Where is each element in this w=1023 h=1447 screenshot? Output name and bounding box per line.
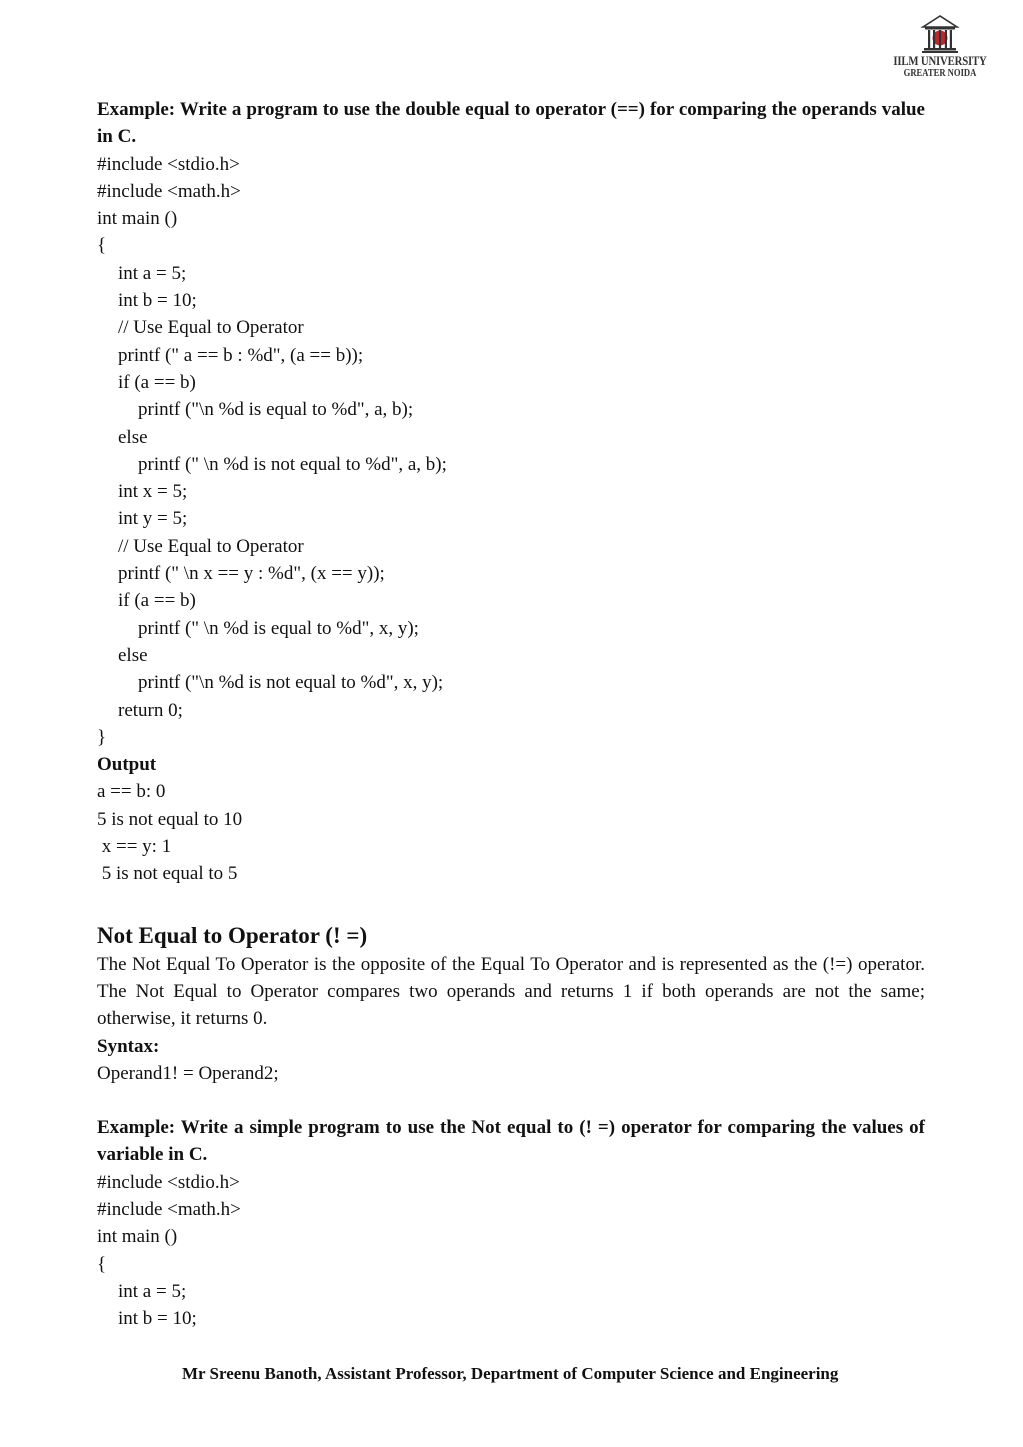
code-line: int main () <box>97 208 178 230</box>
output-line: a == b: 0 <box>97 781 166 803</box>
code-line: printf (" a == b : %d", (a == b)); <box>118 344 364 366</box>
code-line: printf ("\n %d is equal to %d", a, b); <box>138 399 414 421</box>
example1-title: Example: Write a program to use the double equal to operator (==) for comparing the operands value in C. <box>97 99 925 148</box>
output-label: Output <box>97 754 157 776</box>
syntax-label: Syntax: <box>97 1035 160 1057</box>
code-line: else <box>118 426 148 448</box>
document-body <box>97 96 925 1332</box>
code-line: #include <math.h> <box>97 1198 241 1220</box>
code-line: int main () <box>97 1226 178 1248</box>
code-line: if (a == b) <box>118 590 196 612</box>
code-line: printf (" \n %d is equal to %d", x, y); <box>138 617 419 639</box>
syntax-text: Operand1! = Operand2; <box>97 1062 279 1084</box>
logo-location: GREATER NOIDA <box>903 68 977 79</box>
code-line: printf (" \n %d is not equal to %d", a, b); <box>138 453 447 475</box>
output-line: 5 is not equal to 5 <box>97 863 238 885</box>
page-footer: Mr Sreenu Banoth, Assistant Professor, Department of Computer Science and Engineering <box>182 1364 839 1383</box>
code-line: } <box>97 726 107 748</box>
code-line: int b = 10; <box>118 1308 197 1330</box>
code-line: #include <stdio.h> <box>97 1171 240 1193</box>
output-block <box>97 778 925 887</box>
code-line: #include <math.h> <box>97 180 241 202</box>
code-line: #include <stdio.h> <box>97 153 240 175</box>
output-line: x == y: 1 <box>97 836 172 858</box>
code-line: { <box>97 235 107 257</box>
code-line: // Use Equal to Operator <box>118 535 304 557</box>
code-line: printf (" \n x == y : %d", (x == y)); <box>118 563 385 585</box>
code-line: int y = 5; <box>118 508 188 530</box>
code-line: int x = 5; <box>118 481 188 503</box>
university-building-icon <box>920 14 960 54</box>
example2-title: Example: Write a simple program to use the Not equal to (! =) operator for comparing the values of variable in C. <box>97 1117 925 1166</box>
code-line: // Use Equal to Operator <box>118 317 304 339</box>
logo-university-name: IILM UNIVERSITY <box>893 54 987 68</box>
code-line: int a = 5; <box>118 262 187 284</box>
code-line: printf ("\n %d is not equal to %d", x, y); <box>138 672 444 694</box>
code-line: { <box>97 1253 107 1275</box>
code-line: if (a == b) <box>118 371 196 393</box>
code-line: return 0; <box>118 699 183 721</box>
code-line: else <box>118 644 148 666</box>
spacer <box>97 1087 925 1114</box>
section-heading: Not Equal to Operator (! =) <box>97 922 368 948</box>
output-line: 5 is not equal to 10 <box>97 808 243 830</box>
example1-code-block <box>97 151 925 752</box>
section-paragraph: The Not Equal To Operator is the opposite of the Equal To Operator and is represented as the (!=) operator. The Not Equal to Operator compares two operands and returns 1 if both operands are not the same; otherwise, it returns 0. <box>97 953 925 1030</box>
university-logo <box>884 14 996 90</box>
example2-code-block <box>97 1169 925 1333</box>
code-line: int a = 5; <box>118 1280 187 1302</box>
code-line: int b = 10; <box>118 290 197 312</box>
